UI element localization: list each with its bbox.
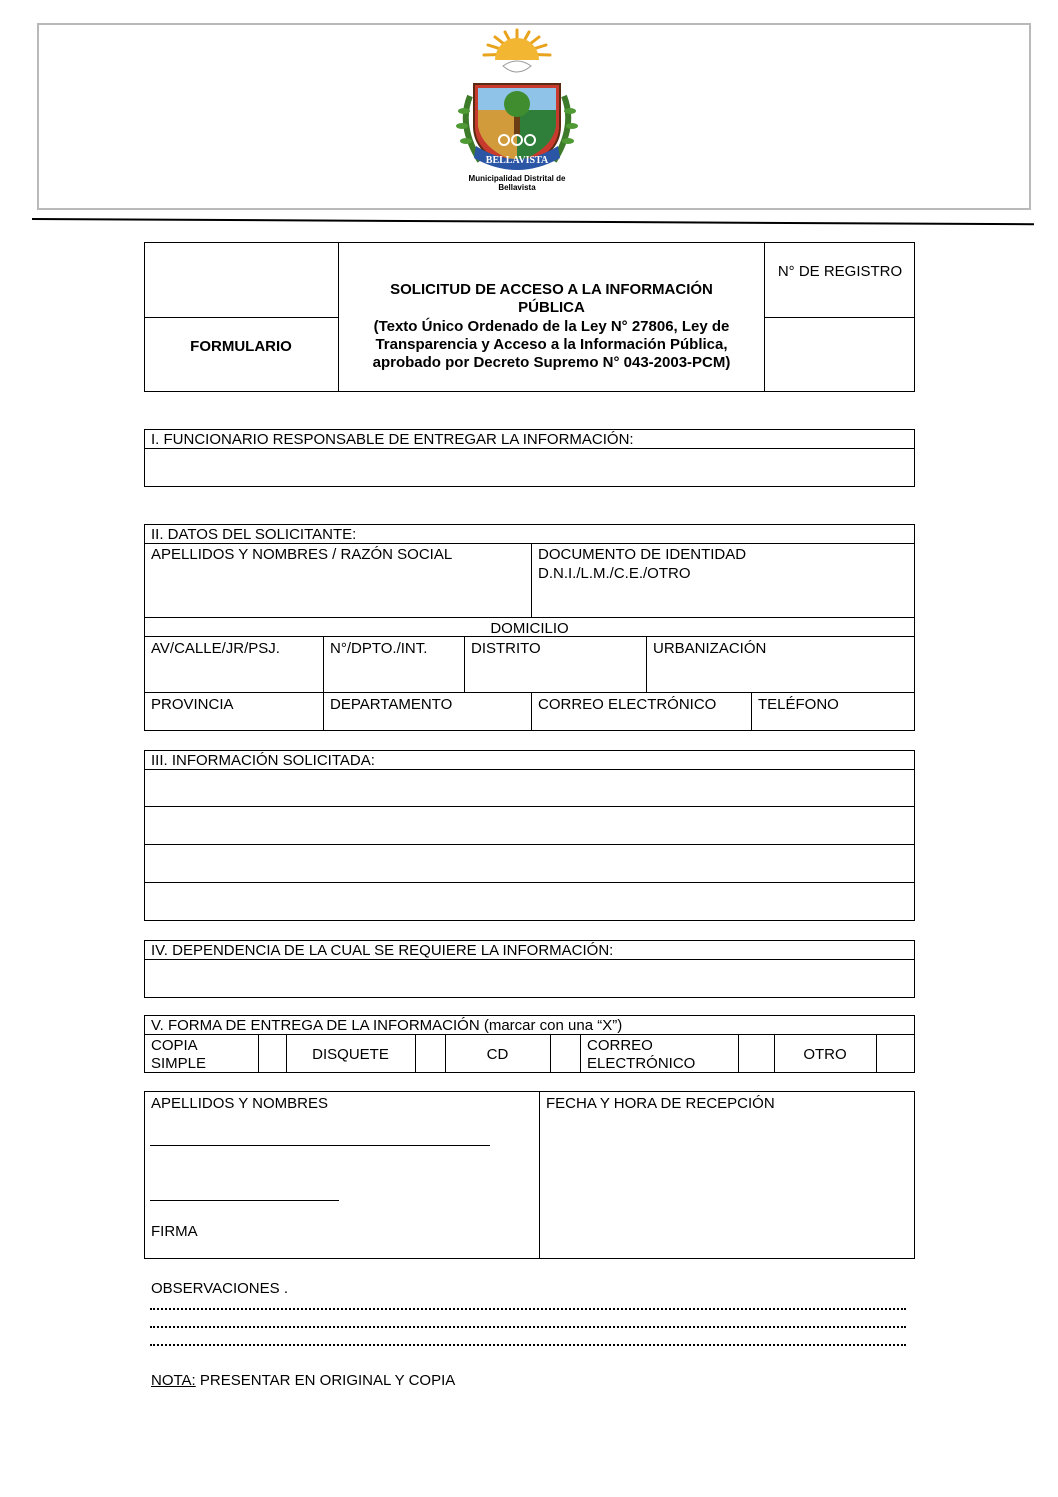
section4-divider bbox=[144, 959, 915, 960]
disquete-checkbox[interactable] bbox=[417, 1036, 444, 1071]
correo-checkbox[interactable] bbox=[740, 1036, 773, 1071]
provincia-field[interactable] bbox=[146, 714, 322, 729]
section5-col-1 bbox=[258, 1034, 259, 1073]
distrito-label: DISTRITO bbox=[471, 640, 541, 657]
copia-simple-label-line1: COPIA bbox=[151, 1037, 198, 1054]
section2-heading-divider bbox=[144, 543, 915, 544]
header-separator bbox=[32, 218, 1034, 225]
observaciones-dotted-line-3[interactable] bbox=[150, 1344, 906, 1348]
cd-checkbox[interactable] bbox=[552, 1036, 579, 1071]
copia-simple-checkbox[interactable] bbox=[260, 1036, 285, 1071]
observaciones-dotted-line-1[interactable] bbox=[150, 1308, 906, 1312]
signature-apellidos-label: APELLIDOS Y NOMBRES bbox=[151, 1095, 329, 1112]
section3-row-line-2 bbox=[144, 844, 915, 845]
form-subtitle-line2: Transparencia y Acceso a la Información Pública, bbox=[375, 336, 728, 353]
formulario-label: FORMULARIO bbox=[190, 338, 292, 355]
title-table-row-line-left bbox=[144, 317, 339, 318]
fecha-recepcion-field[interactable] bbox=[541, 1114, 913, 1257]
section4-heading: IV. DEPENDENCIA DE LA CUAL SE REQUIERE LA INFORMACIÓN: bbox=[151, 942, 614, 959]
numero-field[interactable] bbox=[325, 659, 463, 691]
section2-addr-divider-4 bbox=[531, 692, 532, 731]
urbanizacion-field[interactable] bbox=[648, 659, 913, 691]
section3-heading: III. INFORMACIÓN SOLICITADA: bbox=[151, 752, 375, 769]
numero-label: N°/DPTO./INT. bbox=[330, 640, 428, 657]
municipal-crest-logo bbox=[448, 26, 586, 174]
correo-option-label-line2: ELECTRÓNICO bbox=[587, 1055, 696, 1072]
documento-label-line2: D.N.I./L.M./C.E./OTRO bbox=[538, 565, 691, 582]
registro-label: N° DE REGISTRO bbox=[777, 263, 903, 280]
nota-text: PRESENTAR EN ORIGINAL Y COPIA bbox=[195, 1372, 456, 1389]
domicilio-label: DOMICILIO bbox=[490, 620, 569, 637]
institution-name-line2: Bellavista bbox=[498, 183, 536, 192]
section5-col-7 bbox=[738, 1034, 739, 1073]
section2-addr-row-line bbox=[144, 692, 915, 693]
section1-heading: I. FUNCIONARIO RESPONSABLE DE ENTREGAR LA INFORMACIÓN: bbox=[151, 431, 634, 448]
section5-col-5 bbox=[550, 1034, 551, 1073]
funcionario-field[interactable] bbox=[146, 450, 913, 485]
section5-heading: V. FORMA DE ENTREGA DE LA INFORMACIÓN (marcar con una “X”) bbox=[151, 1017, 623, 1034]
apellidos-razon-label: APELLIDOS Y NOMBRES / RAZÓN SOCIAL bbox=[151, 546, 453, 563]
form-subtitle-line3: aprobado por Decreto Supremo N° 043-2003-PCM) bbox=[372, 354, 731, 371]
nota-label: NOTA: bbox=[151, 1372, 196, 1389]
urbanizacion-label: URBANIZACIÓN bbox=[653, 640, 767, 657]
section2-addr-divider-3 bbox=[646, 636, 647, 693]
section2-addr-divider-1 bbox=[323, 636, 324, 731]
copia-simple-label-line2: SIMPLE bbox=[151, 1055, 207, 1072]
informacion-field-4[interactable] bbox=[146, 884, 913, 919]
documento-label-line1: DOCUMENTO DE IDENTIDAD bbox=[538, 546, 747, 563]
section1-divider bbox=[144, 448, 915, 449]
signature-divider bbox=[539, 1091, 540, 1259]
dependencia-field[interactable] bbox=[146, 961, 913, 996]
informacion-field-3[interactable] bbox=[146, 846, 913, 881]
correo-field[interactable] bbox=[533, 714, 750, 729]
section5-col-6 bbox=[580, 1034, 581, 1073]
section3-heading-divider bbox=[144, 769, 915, 770]
section5-col-9 bbox=[876, 1034, 877, 1073]
form-title-line1: SOLICITUD DE ACCESO A LA INFORMACIÓN bbox=[390, 281, 713, 298]
section2-id-divider bbox=[531, 543, 532, 618]
telefono-field[interactable] bbox=[753, 714, 913, 729]
provincia-label: PROVINCIA bbox=[151, 696, 234, 713]
departamento-field[interactable] bbox=[325, 714, 530, 729]
av-calle-label: AV/CALLE/JR/PSJ. bbox=[151, 640, 280, 657]
departamento-label: DEPARTAMENTO bbox=[330, 696, 453, 713]
fecha-recepcion-label: FECHA Y HORA DE RECEPCIÓN bbox=[546, 1095, 775, 1112]
correo-label: CORREO ELECTRÓNICO bbox=[538, 696, 717, 713]
registro-field[interactable] bbox=[766, 319, 913, 390]
nota bbox=[151, 1372, 455, 1389]
documento-field[interactable] bbox=[533, 585, 913, 616]
observaciones-dotted-line-2[interactable] bbox=[150, 1326, 906, 1330]
apellidos-razon-field[interactable] bbox=[146, 565, 530, 616]
informacion-field-1[interactable] bbox=[146, 771, 913, 805]
signature-name-line[interactable] bbox=[150, 1145, 490, 1146]
section3-row-line-1 bbox=[144, 806, 915, 807]
telefono-label: TELÉFONO bbox=[758, 696, 839, 713]
av-calle-field[interactable] bbox=[146, 659, 322, 691]
otro-checkbox[interactable] bbox=[878, 1036, 913, 1071]
section3-row-line-3 bbox=[144, 882, 915, 883]
title-table-row-line-right bbox=[764, 317, 915, 318]
form-subtitle-line1: (Texto Único Ordenado de la Ley N° 27806, Ley de bbox=[373, 318, 730, 335]
section2-addr-divider-2 bbox=[464, 636, 465, 693]
informacion-field-2[interactable] bbox=[146, 808, 913, 843]
section2-heading: II. DATOS DEL SOLICITANTE: bbox=[151, 526, 357, 543]
correo-option-label-line1: CORREO bbox=[587, 1037, 653, 1054]
distrito-field[interactable] bbox=[466, 659, 645, 691]
section2-addr-divider-5 bbox=[751, 692, 752, 731]
form-title-line2: PÚBLICA bbox=[518, 299, 585, 316]
cd-label: CD bbox=[486, 1046, 509, 1063]
crest-banner-text: BELLAVISTA bbox=[485, 155, 549, 166]
disquete-label: DISQUETE bbox=[312, 1046, 389, 1063]
section2-domicilio-top bbox=[144, 617, 915, 618]
institution-name-line1: Municipalidad Distrital de bbox=[468, 174, 566, 183]
firma-label: FIRMA bbox=[151, 1223, 198, 1240]
signature-firma-line[interactable] bbox=[150, 1200, 339, 1201]
observaciones-label: OBSERVACIONES . bbox=[151, 1280, 288, 1297]
section5-col-3 bbox=[415, 1034, 416, 1073]
otro-label: OTRO bbox=[803, 1046, 847, 1063]
section5-divider bbox=[144, 1034, 915, 1035]
